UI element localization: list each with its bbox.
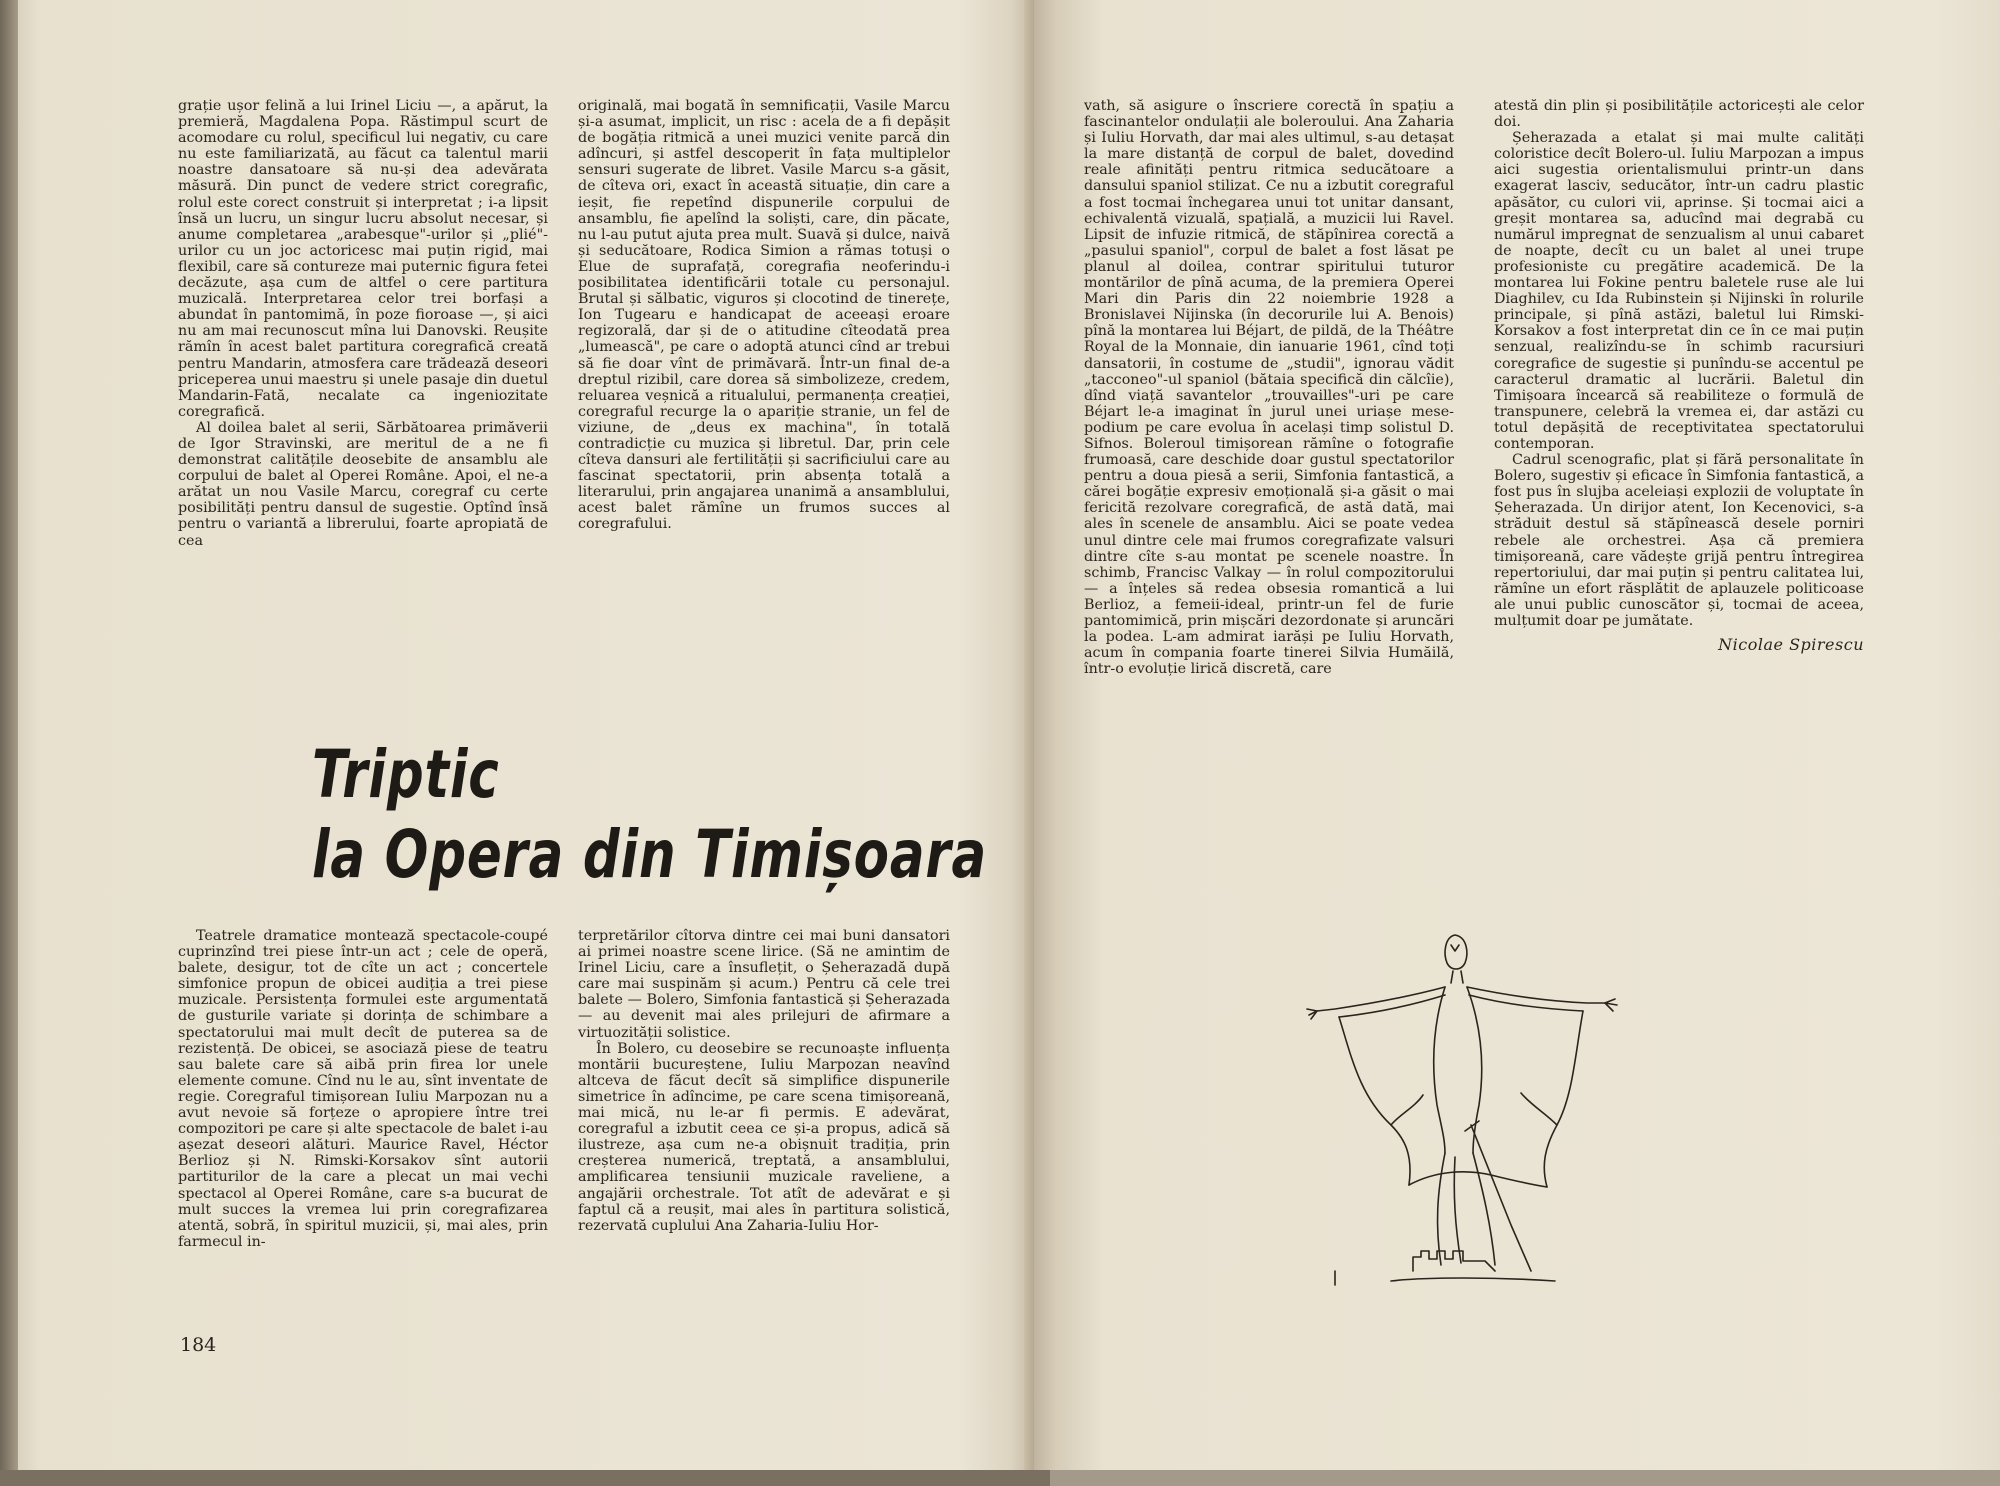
- page-number: 184: [180, 1334, 217, 1356]
- author-signature: Nicolae Spirescu: [1718, 635, 1864, 655]
- paragraph: Teatrele dramatice montează spectacole-coupé cuprinzînd trei piese într-un act ; cele de operă, balete, desigur, tot de cîte un act ; concertele simfonice propun de obicei audiția a trei piese muzicale. Persistența formulei este argumentată de gusturile variate și dorința de schimbare a spectatorului mai mult decît de puterea sa de rezistență. De obicei, se asociază piese de teatru sau balete care să aibă prin firea lor unele elemente comune. Cînd nu le au, sînt inventate de regie. Coregraful timișorean Iuliu Marpozan nu a avut nevoie să forțeze o apropiere între trei compozitori pe care și alte spectacole de balet i-au așezat deseori alături. Maurice Ravel, Héctor Berlioz și N. Rimski-Korsakov sînt autorii partiturilor de la care a plecat un mai vechi spectacol al Operei Române, care s-a bucurat de mult succes la vremea lui prin coregrafizarea atentă, sobră, în spiritul muzicii, și, mai ales, prin farmecul in-: [178, 928, 548, 1250]
- paragraph: Cadrul scenografic, plat și fără personalitate în Bolero, sugestiv și eficace în Simfonia fantastică, a fost pus în slujba aceleiași explozii de voluptate în Șeherazada. Un dirijor atent, Ion Kecenovici, s-a străduit destul să stăpînească desele porniri rebele ale orchestrei. Așa că premiera timișoreană, care vădește grijă pentru întregirea repertoriului, dar mai puțin și pentru calitatea lui, rămîne un efort răsplătit de aplauzele politicoase ale unui public cunoscător și, tocmai de aceea, mulțumit doar pe jumătate.: [1494, 452, 1864, 629]
- paragraph: terpretărilor cîtorva dintre cei mai buni dansatori ai primei noastre scene lirice. (Să ne amintim de Irinel Liciu, care a însuflețit, o Șeherazadă după care mai suspinăm și acum.) Pentru că cele trei balete — Bolero, Simfonia fantastică și Șeherazada — au devenit mai ales prilejuri de afirmare a virtuozității solistice.: [578, 928, 950, 1041]
- paragraph: atestă din plin și posibilitățile actoricești ale celor doi.: [1494, 98, 1864, 131]
- dancer-illustration: [1295, 925, 1625, 1305]
- paragraph: originală, mai bogată în semnificații, Vasile Marcu și-a asumat, implicit, un risc : acela de a fi depășit de bogăția ritmică a unei muzici venite parcă din adîncuri, și astfel descoperit în fața multiplelor sensuri sugerate de libret. Vasile Marcu s-a găsit, de cîteva ori, exact în această situație, din care a ieșit, fie repetînd dispunerile corpului de ansamblu, fie apelînd la soliști, care, din păcate, nu l-au putut ajuta prea mult. Suavă și dulce, naivă și seducătoare, Rodica Simion a rămas totuși o Elue de suprafață, coregrafia neoferindu-i posibilitatea identificării totale cu personajul. Brutal și sălbatic, viguros și clocotind de tinerețe, Ion Tugearu e handicapat de aceeași eroare regizorală, dar și de o atitudine cîteodată prea „lumească", pe care o adoptă atunci cînd ar trebui să fie doar vînt de primăvară. Într-un final de-a dreptul rizibil, care dorea să simbolizeze, credem, reluarea veșnică a ritualului, permanența creației, coregraful recurge la o apariție stranie, un fel de viziune, de „deus ex machina", în totală contradicție cu muzica și libretul. Dar, prin cele cîteva dansuri ale fertilității și sacrificiului care au fascinat spectatorii, prin absența totală a literarului, prin angajarea unanimă a ansamblului, acest balet rămîne un frumos succes al coregrafului.: [578, 98, 950, 533]
- paragraph: Șeherazada a etalat și mai multe calități coloristice decît Bolero-ul. Iuliu Marpozan a impus aici sugestia orientalismului printr-un dans exagerat lasciv, seducător, într-un cadru plastic apăsător, cu culori vii, aprinse. Și tocmai aici a greșit montarea sa, aducînd mai degrabă cu numărul impregnat de senzualism al unui cabaret de noapte, decît cu un balet al unei trupe profesioniste cu pregătire academică. De la montarea lui Fokine pentru baletele ruse ale lui Diaghilev, cu Ida Rubinstein și Nijinski în rolurile principale, și pînă astăzi, baletul lui Rimski-Korsakov a fost interpretat din ce în ce mai puțin senzual, realizîndu-se în schimb racursiuri coregrafice de sugestie și punîndu-se accentul pe caracterul dramatic al lucrării. Baletul din Timișoara încearcă să reabiliteze o formulă de transpunere, celebră la vremea ei, dar astăzi cu totul depășită de receptivitatea spectatorului contemporan.: [1494, 130, 1864, 452]
- left-bottom-column-1: [178, 928, 548, 1250]
- paragraph: grație ușor felină a lui Irinel Liciu —, a apărut, la premieră, Magdalena Popa. Răstimpul scurt de acomodare cu rolul, specificul lui negativ, cu care nu este familiarizată, au făcut ca talentul marii noastre dansatoare să nu-și dea adevărata măsură. Din punct de vedere strict coregrafic, rolul este corect construit și interpretat ; i-a lipsit însă un lucru, un singur lucru absolut necesar, și anume completarea „arabesque"-urilor și „plié"-urilor cu un joc actoricesc mai puțin rigid, mai flexibil, care să contureze mai puternic figura fetei decăzute, așa cum de altfel o cere partitura muzicală. Interpretarea celor trei borfași a abundat în pantomimă, în poze fioroase —, și aici nu am mai recunoscut mîna lui Danovski. Reușite rămîn în acest balet partitura coregrafică creată pentru Mandarin, atmosfera care trădează deseori priceperea unui maestru și unele pasaje din duetul Mandarin-Fată, necalate ca ingeniozitate coregrafică.: [178, 98, 548, 420]
- left-top-column-1: [178, 98, 548, 549]
- paragraph: În Bolero, cu deosebire se recunoaște influența montării bucureștene, Iuliu Marpozan neavînd altceva de făcut decît să simplifice dispunerile simetrice în adîncime, pe care scena timișoreană, mai mică, nu le-ar fi permis. E adevărat, coregraful a izbutit ceea ce și-a propus, adică să ilustreze, așa cum ne-a obișnuit tradiția, prin creșterea numerică, treptată, a ansamblului, amplificarea tensiunii muzicale raveliene, a angajării orchestrale. Tot atît de adevărat e și faptul că a reușit, mai ales în partitura solistică, rezervată cuplului Ana Zaharia-Iuliu Hor-: [578, 1040, 950, 1234]
- right-column-2: [1494, 98, 1864, 653]
- article-title-line-2: la Opera din Timișoara: [312, 816, 988, 893]
- page-edge-shadow: [0, 0, 18, 1470]
- left-bottom-column-2: [578, 928, 950, 1234]
- left-top-column-2: [578, 98, 950, 533]
- article-title-line-1: Triptic: [312, 736, 500, 813]
- paragraph: Al doilea balet al serii, Sărbătoarea primăverii de Igor Stravinski, are meritul de a ne fi demonstrat calitățile deosebite de ansamblu ale corpului de balet al Operei Române. Apoi, el ne-a arătat un nou Vasile Marcu, coregraf cu certe posibilități pentru dansul de sugestie. Optînd însă pentru o variantă a librerului, foarte apropiată de cea: [178, 419, 548, 549]
- paragraph: vath, să asigure o înscriere corectă în spațiu a fascinantelor ondulații ale boleroului. Ana Zaharia și Iuliu Horvath, dar mai ales ultimul, s-au detașat la mare distanță de corpul de balet, dovedind reale afinități pentru ritmica seducătoare a dansului spaniol stilizat. Ce nu a izbutit coregraful a fost tocmai închegarea unui tot unitar dansant, echivalentă vizuală, spațială, a muzicii lui Ravel. Lipsit de infuzie ritmică, de stăpînirea corectă a „pasului spaniol", corpul de balet a fost lăsat pe planul al doilea, contrar spiritului tuturor montărilor de pînă acuma, de la premiera Operei Mari din Paris din 22 noiembrie 1928 a Bronislavei Nijinska (în decorurile lui A. Benois) pînă la montarea lui Béjart, de pildă, de la Théâtre Royal de la Monnaie, din ianuarie 1961, cînd toți dansatorii, în costume de „studii", ignorau vădit „tacconeo"-ul spaniol (bătaia specifică din călcîie), dînd viață savantelor „trouvailles"-uri pe care Béjart le-a imaginat în jurul unei uriașe mese-podium pe care evolua în același timp solistul D. Sifnos. Boleroul timișorean rămîne o fotografie frumoasă, care deschide doar gustul spectatorilor pentru a doua piesă a serii, Simfonia fantastică, a cărei bogăție expresiv emoțională și-a găsit o mai fericită rezolvare coregrafică, de astă dată, mai ales în scenele de ansamblu. Aici se poate vedea unul dintre cele mai frumos coregrafizate valsuri dintre cîte s-au montat pe scenele noastre. În schimb, Francisc Valkay — în rolul compozitorului — a înțeles să redea obsesia romantică a lui Berlioz, a femeii-ideal, printr-un fel de furie pantomimică, prin mișcări dezordonate și aruncări la podea. L-am admirat iarăși pe Iuliu Horvath, acum în compania foarte tinerei Silvia Humăilă, într-o evoluție lirică discretă, care: [1084, 98, 1454, 678]
- right-column-1: [1084, 98, 1454, 677]
